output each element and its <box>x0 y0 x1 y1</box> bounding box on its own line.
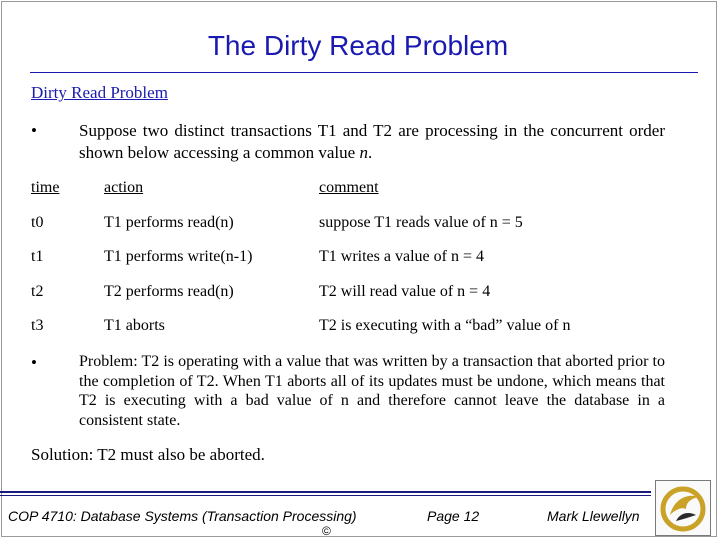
row-action: T1 performs write(n-1) <box>104 248 253 265</box>
problem-paragraph: Problem: T2 is operating with a value that was written by a transaction that aborted prior to the completion of T2. When T1 aborts all of its updates must be undone, which means that T2 is executing with a bad value of n and therefore cannot leave the database in a consistent state. <box>79 353 665 429</box>
bullet-marker: • <box>31 121 37 140</box>
intro-text: Suppose two distinct transactions T1 and T2 are processing in the concurrent order shown below accessing a common value <box>79 121 665 162</box>
row-comment: suppose T1 reads value of n = 5 <box>319 214 523 231</box>
row-action: T1 performs read(n) <box>104 214 234 231</box>
row-time: t1 <box>31 248 44 265</box>
row-action: T1 aborts <box>104 317 165 334</box>
footer-page: Page 12 <box>427 508 480 524</box>
intro-end: . <box>367 143 373 162</box>
intro-variable: n <box>359 143 368 162</box>
footer-rule-bottom <box>0 495 651 496</box>
slide-title: The Dirty Read Problem <box>207 30 509 61</box>
row-comment: T1 writes a value of n = 4 <box>319 248 484 265</box>
row-action: T2 performs read(n) <box>104 283 234 300</box>
row-comment: T2 will read value of n = 4 <box>319 283 491 300</box>
intro-paragraph <box>79 120 665 164</box>
row-time: t2 <box>31 283 44 300</box>
solution-text: Solution: T2 must also be aborted. <box>31 445 265 464</box>
slide-subtitle: Dirty Read Problem <box>31 83 168 102</box>
row-time: t3 <box>31 317 44 334</box>
title-divider <box>30 72 698 73</box>
copyright-symbol: © <box>322 524 331 538</box>
header-time: time <box>31 179 60 196</box>
row-comment: T2 is executing with a “bad” value of n <box>319 317 571 334</box>
header-comment: comment <box>319 179 379 196</box>
row-time: t0 <box>31 214 44 231</box>
footer-rule-top <box>0 491 651 493</box>
footer-author: Mark Llewellyn <box>547 508 640 524</box>
footer-course: COP 4710: Database Systems (Transaction Processing) <box>8 508 357 524</box>
bullet-marker: • <box>31 353 37 372</box>
header-action: action <box>104 179 144 196</box>
pegasus-logo-icon <box>655 480 711 536</box>
